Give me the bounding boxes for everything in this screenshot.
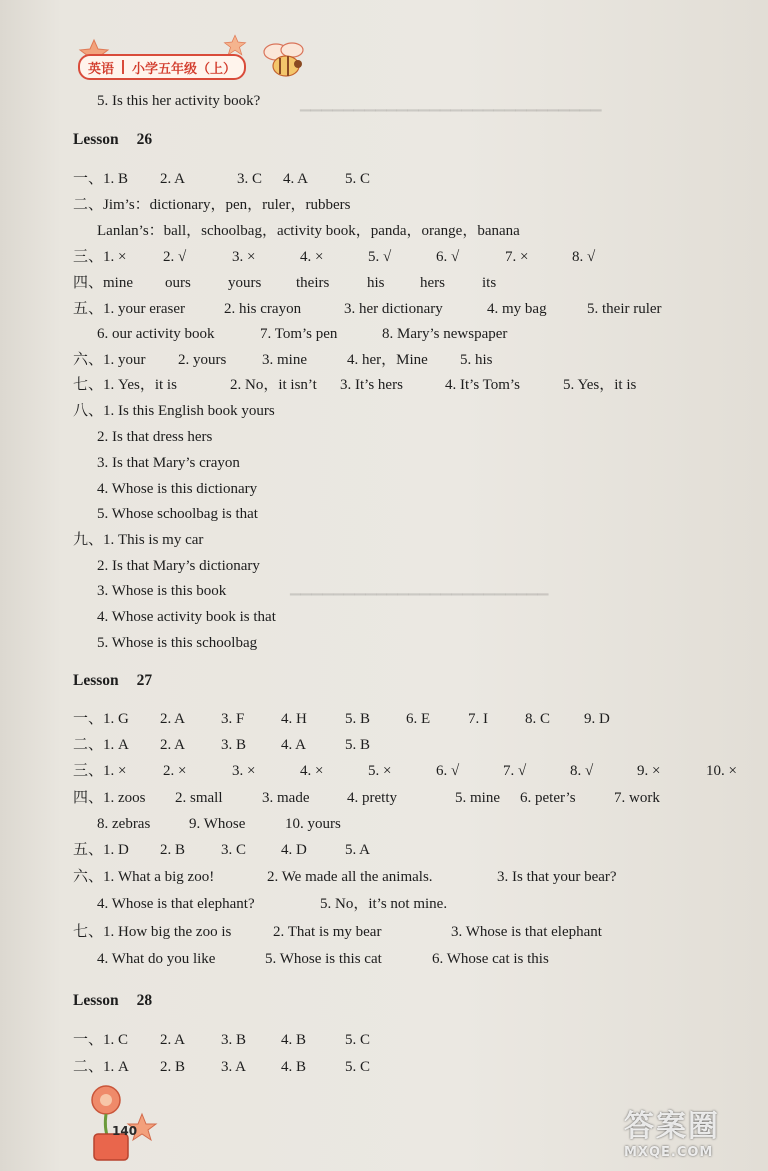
answer-text: 2. × <box>163 763 187 779</box>
answer-text: 5. mine <box>455 790 500 806</box>
header-banner <box>70 38 310 88</box>
answer-text: 6. √ <box>436 249 460 265</box>
answer-text: 2. B <box>160 1059 186 1075</box>
answer-text: 2. √ <box>163 249 187 265</box>
answer-text: 六、1. your <box>73 352 146 368</box>
answer-text: 3. Whose is that elephant <box>451 924 602 940</box>
answer-text: 5. Whose schoolbag is that <box>97 506 258 522</box>
answer-text: 七、1. How big the zoo is <box>73 924 232 940</box>
answer-line <box>0 919 700 945</box>
answer-line <box>0 476 700 502</box>
answer-text: 一、1. B <box>73 171 129 187</box>
answer-text: 4. B <box>281 1032 307 1048</box>
answer-text: 三、1. × <box>73 763 127 779</box>
answer-line <box>0 244 700 270</box>
answer-text: 6. our activity book <box>97 326 215 342</box>
answer-text: 5. Whose is this cat <box>265 951 382 967</box>
grade-label: 小学五年级（上） <box>132 61 237 77</box>
answer-line <box>0 891 700 917</box>
answer-line <box>0 372 700 398</box>
answer-text: 5. Whose is this schoolbag <box>97 635 258 651</box>
answer-text: 8. √ <box>570 763 594 779</box>
answer-line <box>0 218 700 244</box>
answer-text: 6. Whose cat is this <box>432 951 549 967</box>
answer-line <box>0 270 700 296</box>
answer-text: 6. √ <box>436 763 460 779</box>
answer-text: 5. No，it’s not mine. <box>320 896 448 912</box>
answer-text: 4. D <box>281 842 307 858</box>
answer-text: 7. I <box>468 711 488 727</box>
answer-line <box>0 732 700 758</box>
watermark-site: MXQE.COM <box>624 1145 714 1160</box>
answer-text: 7. √ <box>503 763 527 779</box>
answer-line <box>0 501 700 527</box>
answer-text: 9. × <box>637 763 661 779</box>
answer-text: 6. E <box>406 711 431 727</box>
answer-text: 五、1. D <box>73 842 129 858</box>
lesson-number: 28 <box>136 992 153 1009</box>
answer-text: 3. × <box>232 763 256 779</box>
lesson-word: Lesson <box>73 992 119 1009</box>
answer-text: 5. his <box>460 352 493 368</box>
answer-text: 2. Is that Mary’s dictionary <box>97 558 260 574</box>
lesson-heading <box>73 988 170 1014</box>
answer-text: 3. made <box>262 790 310 806</box>
answer-text: 2. yours <box>178 352 227 368</box>
answer-text: 5. A <box>345 842 371 858</box>
lesson-number: 26 <box>136 131 153 148</box>
answer-text: 5. B <box>345 737 371 753</box>
answer-text: 7. Tom’s pen <box>260 326 338 342</box>
answer-line <box>0 527 700 553</box>
answer-text: 2. A <box>160 711 186 727</box>
answer-text: 3. B <box>221 737 247 753</box>
answer-text: 2. A <box>160 737 186 753</box>
answer-text: 4. B <box>281 1059 307 1075</box>
answer-text: 2. his crayon <box>224 301 302 317</box>
answer-text: 2. Is that dress hers <box>97 429 213 445</box>
answer-text: 3. Is that Mary’s crayon <box>97 455 240 471</box>
answer-text: 4. A <box>281 737 307 753</box>
answer-text: 4. Whose is that elephant? <box>97 896 255 912</box>
answer-line <box>0 837 700 863</box>
answer-text: 5. their ruler <box>587 301 662 317</box>
answer-text: 5. C <box>345 171 371 187</box>
answer-text: 二、1. A <box>73 737 129 753</box>
answer-line <box>0 166 700 192</box>
bleed-through-text: ▁▁▁▁▁▁▁▁▁▁▁▁▁▁▁▁▁▁▁▁▁▁▁▁▁▁▁▁ <box>300 97 602 112</box>
answer-text: 10. × <box>706 763 737 779</box>
answer-text: 4. pretty <box>347 790 397 806</box>
flower-pot-icon <box>76 1078 166 1168</box>
watermark <box>624 1101 754 1163</box>
answer-text: 3. Whose is this book <box>97 583 227 599</box>
answer-text: his <box>367 275 385 291</box>
answer-line <box>0 192 700 218</box>
answer-text: 2. A <box>160 1032 186 1048</box>
answer-text: 5. C <box>345 1059 371 1075</box>
answer-text: 6. peter’s <box>520 790 576 806</box>
answer-text: Lanlan’s：ball，schoolbag，activity book，panda，orange，banana <box>97 223 520 239</box>
answer-text: 2. A <box>160 171 186 187</box>
answer-text: 3. C <box>221 842 247 858</box>
page-number: 140 <box>112 1124 138 1138</box>
bee-icon <box>258 40 310 82</box>
answer-line <box>0 1054 700 1080</box>
answer-text: 九、1. This is my car <box>73 532 204 548</box>
answer-line <box>0 321 700 347</box>
answer-text: 2. We made all the animals. <box>267 869 433 885</box>
answer-text: 8. Mary’s newspaper <box>382 326 508 342</box>
answer-text: 一、1. G <box>73 711 129 727</box>
answer-text: 二、Jim’s：dictionary，pen，ruler，rubbers <box>73 197 351 213</box>
answer-text: 7. × <box>505 249 529 265</box>
answer-line <box>0 604 700 630</box>
lesson-heading <box>73 668 170 694</box>
answer-text: 2. That is my bear <box>273 924 382 940</box>
answer-text: ours <box>165 275 191 291</box>
answer-line <box>0 553 700 579</box>
answer-text: theirs <box>296 275 330 291</box>
answer-line <box>0 758 737 784</box>
answer-line <box>0 347 700 373</box>
answer-text: 4. her，Mine <box>347 352 428 368</box>
answer-text: 一、1. C <box>73 1032 129 1048</box>
answer-line <box>0 946 700 972</box>
answer-text: 五、1. your eraser <box>73 301 186 317</box>
lesson-word: Lesson <box>73 672 119 689</box>
answer-text: 四、mine <box>73 275 133 291</box>
answer-text: 3. C <box>237 171 263 187</box>
answer-text: 9. Whose <box>189 816 246 832</box>
answer-text: 4. × <box>300 763 324 779</box>
answer-text: 八、1. Is this English book yours <box>73 403 275 419</box>
answer-text: 3. It’s hers <box>340 377 403 393</box>
watermark-logo-text: 答案圈 <box>624 1109 720 1144</box>
badge-divider <box>122 60 124 74</box>
answer-line <box>0 706 700 732</box>
answer-text: 4. Whose activity book is that <box>97 609 276 625</box>
answer-text: 2. small <box>175 790 223 806</box>
answer-text: 3. F <box>221 711 245 727</box>
answer-text: 4. A <box>283 171 309 187</box>
lesson-number: 27 <box>136 672 153 689</box>
answer-text: 5. × <box>368 763 392 779</box>
lesson-heading <box>73 127 170 153</box>
answer-text: 四、1. zoos <box>73 790 146 806</box>
answer-text: 2. B <box>160 842 186 858</box>
answer-text: 4. H <box>281 711 307 727</box>
answer-text: 8. C <box>525 711 551 727</box>
answer-line <box>0 785 700 811</box>
answer-text: 5. Is this her activity book? <box>97 93 261 109</box>
answer-line <box>0 296 700 322</box>
answer-text: 4. What do you like <box>97 951 216 967</box>
answer-text: hers <box>420 275 445 291</box>
answer-text: 3. her dictionary <box>344 301 443 317</box>
answer-text: 7. work <box>614 790 660 806</box>
answer-text: 4. Whose is this dictionary <box>97 481 258 497</box>
answer-text: 3. B <box>221 1032 247 1048</box>
bleed-through-text: ▁▁▁▁▁▁▁▁▁▁▁▁▁▁▁▁▁▁▁▁▁▁▁▁ <box>290 581 549 596</box>
answer-line <box>0 398 700 424</box>
answer-line <box>0 578 700 604</box>
answer-line <box>0 630 700 656</box>
answer-text: 3. mine <box>262 352 307 368</box>
answer-line <box>0 424 700 450</box>
answer-text: 4. It’s Tom’s <box>445 377 520 393</box>
answer-text: 8. √ <box>572 249 596 265</box>
answer-text: yours <box>228 275 262 291</box>
answer-text: 9. D <box>584 711 610 727</box>
answer-text: 5. Yes，it is <box>563 377 637 393</box>
answer-line <box>0 864 700 890</box>
lesson-word: Lesson <box>73 131 119 148</box>
answer-line <box>0 450 700 476</box>
answer-text: 3. Is that your bear? <box>497 869 617 885</box>
answer-text: 5. √ <box>368 249 392 265</box>
subject-label: 英语 <box>88 61 115 77</box>
answer-text: 4. my bag <box>487 301 547 317</box>
answer-text: 2. No，it isn’t <box>230 377 317 393</box>
answer-text: 10. yours <box>285 816 341 832</box>
answer-text: 5. B <box>345 711 371 727</box>
answer-text: 4. × <box>300 249 324 265</box>
answer-text: 七、1. Yes，it is <box>73 377 177 393</box>
answer-line <box>0 811 700 837</box>
answer-text: its <box>482 275 497 291</box>
answer-line <box>0 1027 700 1053</box>
answer-text: 8. zebras <box>97 816 151 832</box>
answer-text: 5. C <box>345 1032 371 1048</box>
answer-text: 3. × <box>232 249 256 265</box>
answer-text: 三、1. × <box>73 249 127 265</box>
answer-text: 3. A <box>221 1059 247 1075</box>
subject-badge <box>78 54 246 80</box>
answer-line <box>97 88 260 114</box>
answer-text: 六、1. What a big zoo! <box>73 869 215 885</box>
answer-text: 二、1. A <box>73 1059 129 1075</box>
